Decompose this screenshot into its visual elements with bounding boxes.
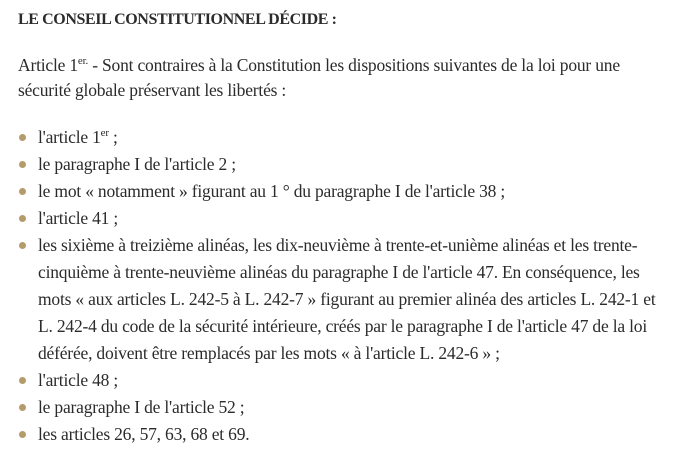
list-item: le paragraphe I de l'article 2 ; xyxy=(18,151,670,178)
list-item: le mot « notamment » figurant au 1 ° du paragraphe I de l'article 38 ; xyxy=(18,178,670,205)
list-item: l'article 41 ; xyxy=(18,205,670,232)
bullet-icon xyxy=(19,242,26,249)
decision-heading: LE CONSEIL CONSTITUTIONNEL DÉCIDE : xyxy=(18,11,337,28)
bullet-icon xyxy=(19,431,26,438)
bullet-icon xyxy=(19,161,26,168)
bullet-icon xyxy=(19,188,26,195)
list-item: l'article 48 ; xyxy=(18,367,670,394)
bullet-icon xyxy=(19,404,26,411)
bullet-icon xyxy=(19,377,26,384)
list-item: les articles 26, 57, 63, 68 et 69. xyxy=(18,421,670,448)
list-item: l'article 1er ; xyxy=(18,124,670,151)
bullet-icon xyxy=(19,134,26,141)
list-item: les sixième à treizième alinéas, les dix-neuvième à trente-et-unième alinéas et les trente-cinquième à trente-neuvième alinéas du paragraphe I de l'article 47. En conséquence, les mots « aux articles L. 242-5 à L. 242-7 » figurant au premier alinéa des articles L. 242-1 et L. 242-4 du code de la sécurité intérieure, créés par le paragraphe I de l'article 47 de la loi déférée, doivent être remplacés par les mots « à l'article L. 242-6 » ; xyxy=(18,232,670,367)
article-1-paragraph xyxy=(18,53,670,103)
article-1-text: - Sont contraires à la Constitution les dispositions suivantes de la loi pour une sécurité globale préservant les libertés : xyxy=(18,55,620,100)
provisions-list xyxy=(18,124,670,448)
article-1-label: Article 1 xyxy=(18,55,78,75)
list-item: le paragraphe I de l'article 52 ; xyxy=(18,394,670,421)
bullet-icon xyxy=(19,215,26,222)
article-1-label-superscript: er. xyxy=(77,55,89,67)
